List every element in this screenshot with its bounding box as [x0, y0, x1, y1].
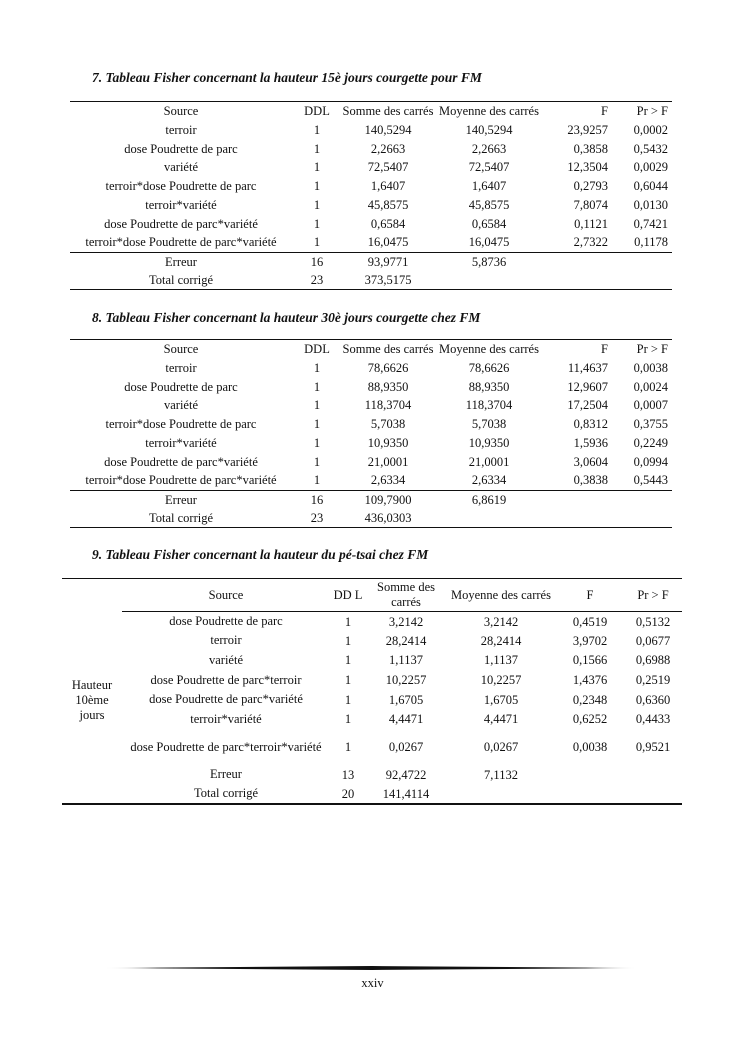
cell-somme-carres: 2,6334	[370, 473, 406, 488]
header-source: Source	[70, 340, 292, 359]
cell-ddl: 1	[313, 198, 321, 213]
cell-p-value	[612, 271, 672, 290]
cell-moyenne-carres: 1,6407	[471, 179, 507, 194]
cell-somme-carres: 1,1137	[389, 653, 423, 668]
cell-f-value: 3,0604	[573, 454, 608, 469]
table-row	[70, 196, 672, 215]
cell-source: variété	[163, 160, 198, 175]
cell-somme-carres: 373,5175	[342, 271, 434, 290]
cell-p-value: 0,0677	[635, 633, 671, 648]
cell-ddl: 1	[313, 216, 321, 231]
cell-f-value	[544, 252, 612, 271]
cell-somme-carres: 141,4114	[382, 786, 430, 801]
cell-moyenne-carres: 45,8575	[468, 198, 510, 213]
table-7-title: 7. Tableau Fisher concernant la hauteur 15è jours courgette pour FM	[92, 70, 482, 85]
cell-source: terroir*dose Poudrette de parc*variété	[85, 235, 277, 250]
table-row	[70, 121, 672, 140]
cell-somme-carres: 45,8575	[367, 198, 409, 213]
cell-moyenne-carres: 1,1137	[484, 653, 518, 668]
cell-f-value: 0,8312	[573, 417, 608, 432]
cell-moyenne-carres: 10,2257	[480, 673, 522, 688]
cell-moyenne-carres: 4,4471	[483, 712, 519, 727]
table-row	[70, 177, 672, 196]
header-somme-carres: Somme des carrés	[342, 340, 434, 359]
cell-moyenne-carres: 28,2414	[480, 633, 522, 648]
cell-ddl: 1	[344, 633, 352, 648]
cell-source: terroir*variété	[190, 711, 262, 726]
cell-p-value: 0,5132	[635, 614, 671, 629]
cell-f-value: 0,3838	[573, 473, 608, 488]
footer-divider	[104, 966, 640, 970]
cell-p-value: 0,2519	[635, 673, 671, 688]
cell-p-value: 0,9521	[635, 740, 671, 755]
cell-ddl: 23	[292, 509, 342, 528]
cell-p-value: 0,6988	[635, 653, 671, 668]
table-row	[70, 214, 672, 233]
header-ddl: DD L	[330, 579, 366, 612]
cell-source: terroir*dose Poudrette de parc	[105, 179, 257, 194]
cell-ddl: 1	[313, 160, 321, 175]
cell-ddl: 1	[313, 436, 321, 451]
cell-p-value: 0,3755	[633, 417, 668, 432]
cell-moyenne-carres: 88,9350	[468, 379, 510, 394]
cell-source: dose Poudrette de parc	[169, 614, 283, 629]
cell-somme-carres: 2,2663	[370, 141, 406, 156]
cell-source: variété	[208, 652, 243, 667]
cell-ddl: 1	[344, 692, 352, 707]
cell-ddl: 1	[344, 740, 352, 755]
table-row	[70, 396, 672, 415]
table-row	[62, 690, 682, 710]
cell-ddl: 1	[313, 417, 321, 432]
cell-source: Erreur	[70, 252, 292, 271]
header-p-value: Pr > F	[612, 102, 672, 121]
cell-somme-carres: 118,3704	[364, 398, 412, 413]
cell-ddl: 1	[344, 712, 352, 727]
cell-p-value: 0,6360	[635, 692, 671, 707]
table-row	[62, 631, 682, 651]
header-p-value: Pr > F	[612, 340, 672, 359]
cell-ddl: 1	[313, 473, 321, 488]
cell-f-value: 2,7322	[573, 235, 608, 250]
table-row	[70, 139, 672, 158]
cell-somme-carres: 21,0001	[367, 454, 409, 469]
cell-f-value: 3,9702	[572, 633, 608, 648]
cell-f-value: 0,4519	[572, 614, 608, 629]
summary-row	[70, 271, 672, 290]
cell-moyenne-carres: 3,2142	[483, 614, 519, 629]
cell-f-value: 12,9607	[567, 379, 608, 394]
cell-f-value: 0,2793	[573, 179, 608, 194]
cell-source: terroir	[165, 122, 197, 137]
cell-moyenne-carres: 78,6626	[468, 360, 510, 375]
cell-p-value: 0,7421	[633, 216, 668, 231]
group-header-blank	[62, 579, 122, 612]
cell-moyenne-carres: 2,2663	[471, 141, 507, 156]
cell-p-value: 0,6044	[633, 179, 668, 194]
cell-ddl: 16	[292, 490, 342, 509]
table-row	[70, 415, 672, 434]
table-row	[70, 158, 672, 177]
summary-row	[70, 509, 672, 528]
table-row	[70, 452, 672, 471]
cell-ddl: 1	[313, 122, 321, 137]
cell-f-value: 1,4376	[572, 673, 608, 688]
cell-moyenne-carres	[434, 509, 544, 528]
cell-ddl: 1	[344, 614, 352, 629]
cell-p-value: 0,4433	[635, 712, 671, 727]
table-row	[62, 785, 682, 805]
cell-source: terroir*dose Poudrette de parc	[105, 417, 257, 432]
table-row	[70, 359, 672, 378]
cell-p-value	[624, 785, 682, 805]
header-somme-carres: Somme des carrés	[366, 579, 446, 612]
cell-somme-carres: 16,0475	[367, 235, 409, 250]
table-8-title: 8. Tableau Fisher concernant la hauteur 30è jours courgette chez FM	[92, 310, 481, 325]
cell-f-value: 0,1121	[574, 216, 608, 231]
table-row	[70, 233, 672, 252]
group-label: Hauteur 10ème jours	[71, 677, 113, 722]
cell-moyenne-carres: 16,0475	[468, 235, 510, 250]
cell-source: dose Poudrette de parc	[124, 379, 238, 394]
header-moyenne-carres: Moyenne des carrés	[434, 340, 544, 359]
cell-moyenne-carres: 21,0001	[468, 454, 510, 469]
cell-p-value: 0,1178	[634, 235, 668, 250]
cell-ddl: 1	[313, 454, 321, 469]
cell-somme-carres: 72,5407	[367, 160, 409, 175]
table-row	[70, 377, 672, 396]
cell-f-value: 0,6252	[572, 712, 608, 727]
cell-p-value: 0,0024	[633, 379, 668, 394]
cell-moyenne-carres: 72,5407	[468, 160, 510, 175]
cell-p-value: 0,2249	[633, 436, 668, 451]
cell-source: dose Poudrette de parc*variété	[104, 454, 258, 469]
cell-source: variété	[163, 398, 198, 413]
header-ddl: DDL	[292, 340, 342, 359]
cell-ddl: 1	[313, 398, 321, 413]
header-moyenne-carres: Moyenne des carrés	[434, 102, 544, 121]
cell-ddl: 23	[292, 271, 342, 290]
header-row	[70, 102, 672, 121]
cell-source: terroir*variété	[145, 198, 217, 213]
cell-source: Erreur	[70, 490, 292, 509]
cell-f-value: 17,2504	[567, 398, 608, 413]
cell-ddl: 1	[313, 379, 321, 394]
cell-somme-carres: 109,7900	[342, 490, 434, 509]
cell-f-value: 1,5936	[573, 436, 608, 451]
cell-source: dose Poudrette de parc*terroir*variété	[130, 739, 322, 754]
cell-moyenne-carres	[434, 271, 544, 290]
cell-moyenne-carres: 5,8736	[434, 252, 544, 271]
cell-p-value: 0,0994	[633, 454, 668, 469]
cell-moyenne-carres: 1,6705	[483, 692, 519, 707]
cell-source: dose Poudrette de parc*variété	[104, 216, 258, 231]
table-row	[70, 434, 672, 453]
cell-moyenne-carres: 0,6584	[471, 216, 507, 231]
cell-p-value: 0,5443	[633, 473, 668, 488]
cell-moyenne-carres: 140,5294	[465, 122, 513, 137]
cell-source: Total corrigé	[70, 271, 292, 290]
cell-somme-carres: 1,6407	[370, 179, 406, 194]
header-f-value: F	[544, 340, 612, 359]
table-row	[70, 471, 672, 490]
cell-p-value	[612, 252, 672, 271]
cell-somme-carres: 92,4722	[385, 767, 427, 782]
cell-f-value: 0,3858	[573, 141, 608, 156]
cell-moyenne-carres	[446, 785, 556, 805]
cell-p-value	[612, 509, 672, 528]
cell-f-value: 11,4637	[567, 360, 608, 375]
header-source: Source	[122, 579, 330, 612]
cell-f-value	[544, 509, 612, 528]
cell-ddl: 1	[313, 179, 321, 194]
cell-ddl: 13	[341, 767, 355, 782]
cell-moyenne-carres: 5,7038	[471, 417, 507, 432]
cell-somme-carres: 0,0267	[388, 740, 424, 755]
cell-p-value: 0,0130	[633, 198, 668, 213]
cell-moyenne-carres: 7,1132	[484, 767, 518, 782]
table-9-title: 9. Tableau Fisher concernant la hauteur du pé-tsai chez FM	[92, 547, 429, 562]
cell-f-value	[544, 490, 612, 509]
cell-somme-carres: 5,7038	[370, 417, 406, 432]
cell-ddl: 1	[313, 235, 321, 250]
cell-ddl: 1	[313, 141, 321, 156]
cell-ddl: 1	[313, 360, 321, 375]
cell-f-value: 0,1566	[572, 653, 608, 668]
cell-somme-carres: 1,6705	[388, 692, 424, 707]
fisher-table-9	[62, 578, 682, 805]
table-row	[62, 651, 682, 671]
table-row	[62, 765, 682, 785]
header-source: Source	[70, 102, 292, 121]
cell-ddl: 20	[341, 786, 355, 801]
cell-moyenne-carres: 6,8619	[434, 490, 544, 509]
cell-f-value: 7,8074	[573, 198, 608, 213]
cell-source: terroir*dose Poudrette de parc*variété	[85, 473, 277, 488]
cell-p-value	[612, 490, 672, 509]
cell-ddl: 1	[344, 673, 352, 688]
cell-p-value	[624, 765, 682, 785]
cell-p-value: 0,0007	[633, 398, 668, 413]
cell-somme-carres: 93,9771	[342, 252, 434, 271]
cell-ddl: 16	[292, 252, 342, 271]
cell-somme-carres: 10,2257	[385, 673, 427, 688]
table-row	[62, 729, 682, 765]
header-f-value: F	[544, 102, 612, 121]
cell-source: terroir*variété	[145, 436, 217, 451]
table-row	[62, 709, 682, 729]
table-row	[62, 612, 682, 632]
cell-f-value	[556, 785, 624, 805]
table-row	[62, 670, 682, 690]
fisher-table-7	[70, 101, 672, 290]
cell-f-value: 0,0038	[572, 740, 608, 755]
cell-source: Erreur	[210, 767, 242, 782]
cell-f-value: 12,3504	[567, 160, 608, 175]
cell-f-value	[556, 765, 624, 785]
cell-moyenne-carres: 2,6334	[471, 473, 507, 488]
cell-moyenne-carres: 10,9350	[468, 436, 510, 451]
cell-p-value: 0,0038	[633, 360, 668, 375]
header-moyenne-carres: Moyenne des carrés	[446, 579, 556, 612]
group-blank	[62, 785, 122, 805]
header-f-value: F	[556, 579, 624, 612]
cell-p-value: 0,0002	[633, 122, 668, 137]
page-number: xxiv	[361, 976, 384, 990]
header-ddl: DDL	[292, 102, 342, 121]
cell-source: terroir	[165, 360, 197, 375]
header-p-value: Pr > F	[624, 579, 682, 612]
cell-f-value: 23,9257	[567, 122, 608, 137]
cell-f-value	[544, 271, 612, 290]
cell-p-value: 0,5432	[633, 141, 668, 156]
cell-source: dose Poudrette de parc	[124, 141, 238, 156]
summary-row	[70, 252, 672, 271]
cell-somme-carres: 3,2142	[388, 614, 424, 629]
cell-f-value: 0,2348	[572, 692, 608, 707]
cell-somme-carres: 78,6626	[367, 360, 409, 375]
summary-row	[70, 490, 672, 509]
cell-p-value: 0,0029	[633, 160, 668, 175]
cell-moyenne-carres: 0,0267	[483, 740, 519, 755]
cell-source: terroir	[210, 633, 242, 648]
header-somme-carres: Somme des carrés	[342, 102, 434, 121]
cell-source: Total corrigé	[193, 786, 259, 801]
cell-source: Total corrigé	[70, 509, 292, 528]
cell-somme-carres: 436,0303	[342, 509, 434, 528]
header-row	[62, 579, 682, 612]
cell-ddl: 1	[344, 653, 352, 668]
cell-source: dose Poudrette de parc*variété	[149, 692, 303, 707]
group-blank	[62, 765, 122, 785]
cell-source: dose Poudrette de parc*terroir	[150, 672, 302, 687]
header-row	[70, 340, 672, 359]
cell-somme-carres: 140,5294	[364, 122, 412, 137]
cell-somme-carres: 28,2414	[385, 633, 427, 648]
cell-somme-carres: 4,4471	[388, 712, 424, 727]
cell-somme-carres: 0,6584	[370, 216, 406, 231]
cell-moyenne-carres: 118,3704	[465, 398, 513, 413]
fisher-table-8	[70, 339, 672, 528]
cell-somme-carres: 88,9350	[367, 379, 409, 394]
cell-somme-carres: 10,9350	[367, 436, 409, 451]
